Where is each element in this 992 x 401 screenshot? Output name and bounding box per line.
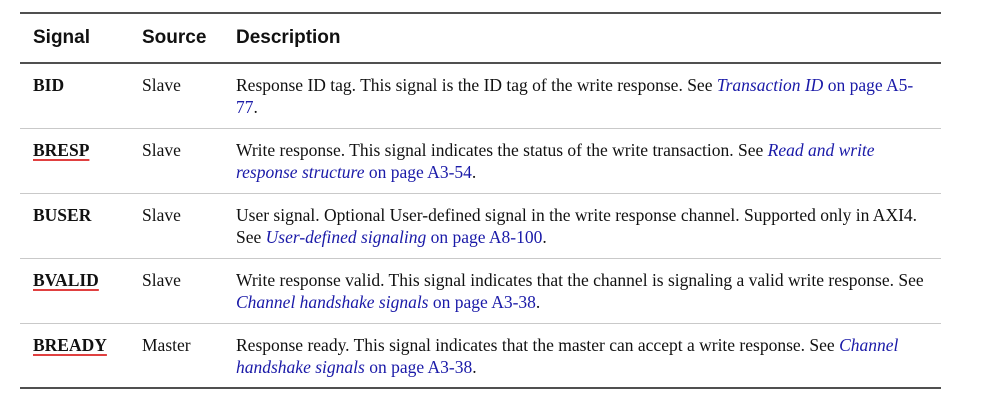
signal-name: BRESP <box>33 139 90 160</box>
source-cell: Slave <box>142 75 181 95</box>
table-row <box>20 258 941 323</box>
cross-reference-link[interactable] <box>236 292 536 312</box>
description-end: . <box>472 356 477 377</box>
description-end: . <box>535 291 541 312</box>
description-text: Write response. This signal indicates the status of the write transaction. See <box>236 139 768 160</box>
link-title[interactable]: Channel handshake signals <box>236 291 429 312</box>
description-text: User signal. Optional User-defined signal in the write response channel. Supported only in AXI4. See <box>236 204 918 247</box>
link-title[interactable]: Channel handshake signals <box>236 334 899 377</box>
signal-name: BVALID <box>33 269 99 290</box>
description-text: Response ID tag. This signal is the ID tag of the write response. See <box>236 75 717 95</box>
description-end: . <box>253 97 258 117</box>
signal-cell <box>20 63 142 128</box>
signal-cell <box>20 193 142 258</box>
link-page[interactable]: on page A3-38 <box>428 291 536 312</box>
link-page[interactable]: on page A5-77 <box>236 75 914 117</box>
description-end: . <box>471 161 477 182</box>
source-cell: Master <box>142 334 191 355</box>
source-cell: Slave <box>142 204 181 225</box>
signal-cell <box>20 323 142 388</box>
description-text: Response ready. This signal indicates that the master can accept a write response. See <box>236 334 840 355</box>
description-cell <box>236 323 941 388</box>
link-title[interactable]: Transaction ID <box>716 75 824 95</box>
description-cell <box>236 63 941 128</box>
link-page[interactable]: on page A3-54 <box>364 161 472 182</box>
link-page[interactable]: on page A3-38 <box>364 356 473 377</box>
header-row <box>20 13 941 63</box>
link-title[interactable]: Read and write response structure <box>236 139 875 182</box>
signal-table-container <box>20 12 941 389</box>
description-end: . <box>542 226 547 247</box>
signal-cell <box>20 128 142 193</box>
description-cell <box>236 193 941 258</box>
description-text: Write response valid. This signal indicates that the channel is signaling a valid write response. See <box>236 269 924 290</box>
table-body <box>20 63 941 388</box>
signal-name: BUSER <box>33 204 92 225</box>
signal-name: BID <box>33 75 65 95</box>
source-cell: Slave <box>142 269 181 290</box>
link-page[interactable]: on page A8-100 <box>426 226 543 247</box>
header-signal: Signal <box>33 27 91 48</box>
header-description: Description <box>236 27 341 48</box>
table-header <box>20 13 941 63</box>
signal-cell <box>20 258 142 323</box>
link-title[interactable]: User-defined signaling <box>265 226 427 247</box>
description-cell <box>236 258 941 323</box>
table-row <box>20 323 941 388</box>
description-cell <box>236 128 941 193</box>
cross-reference-link[interactable] <box>266 227 543 247</box>
signal-name: BREADY <box>33 334 107 355</box>
write-response-signals-table <box>20 12 941 389</box>
source-cell: Slave <box>142 139 181 160</box>
table-row <box>20 63 941 128</box>
header-source: Source <box>142 27 207 48</box>
table-row <box>20 128 941 193</box>
table-row <box>20 193 941 258</box>
